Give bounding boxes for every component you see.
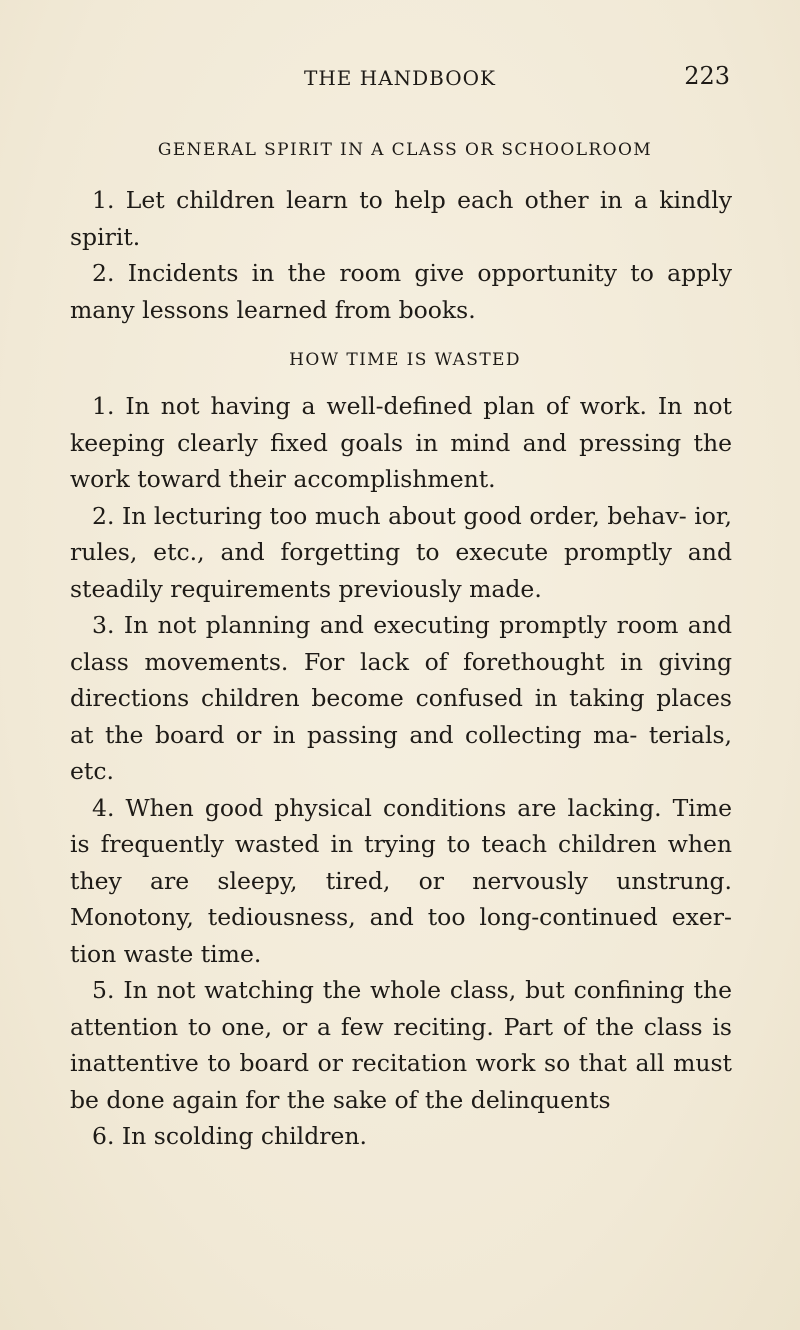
list-item: 4. When good physical conditions are lacking. Time is frequently wasted in trying to teach children when they are sleepy, tired, or nervously unstrung. Monotony, tediousness, and too long-continued exer- tion waste time. [70,793,732,968]
list-item: 1. Let children learn to help each other in a kindly spirit. [70,186,732,251]
list-item: 6. In scolding children. [92,1122,367,1150]
list-item: 5. In not watching the whole class, but confining the attention to one, or a few reciting. Part of the class is inattentive to board or recitation work so that all must be done again for the sake of the delinquents [70,976,732,1114]
page-number: 223 [684,62,730,90]
running-title: THE HANDBOOK [304,66,496,90]
list-item: 1. In not having a well-defined plan of work. In not keeping clearly fixed goals in mind and pressing the work toward their accomplishment. [70,392,732,493]
list-item: 2. In lecturing too much about good order, behav- ior, rules, etc., and forgetting to execute promptly and steadily requirements previously made. [70,501,732,603]
page-body [70,140,740,1155]
running-head [70,60,730,100]
list-item: 3. In not planning and executing promptly room and class movements. For lack of forethought in giving directions children become confused in taking places at the board or in passing and collecting ma- terials, etc. [70,611,732,785]
section-heading-time-wasted: HOW TIME IS WASTED [289,350,521,370]
section-heading-general-spirit: GENERAL SPIRIT IN A CLASS OR SCHOOLROOM [157,140,653,160]
list-item: 2. Incidents in the room give opportunity to apply many lessons learned from books. [70,259,732,324]
